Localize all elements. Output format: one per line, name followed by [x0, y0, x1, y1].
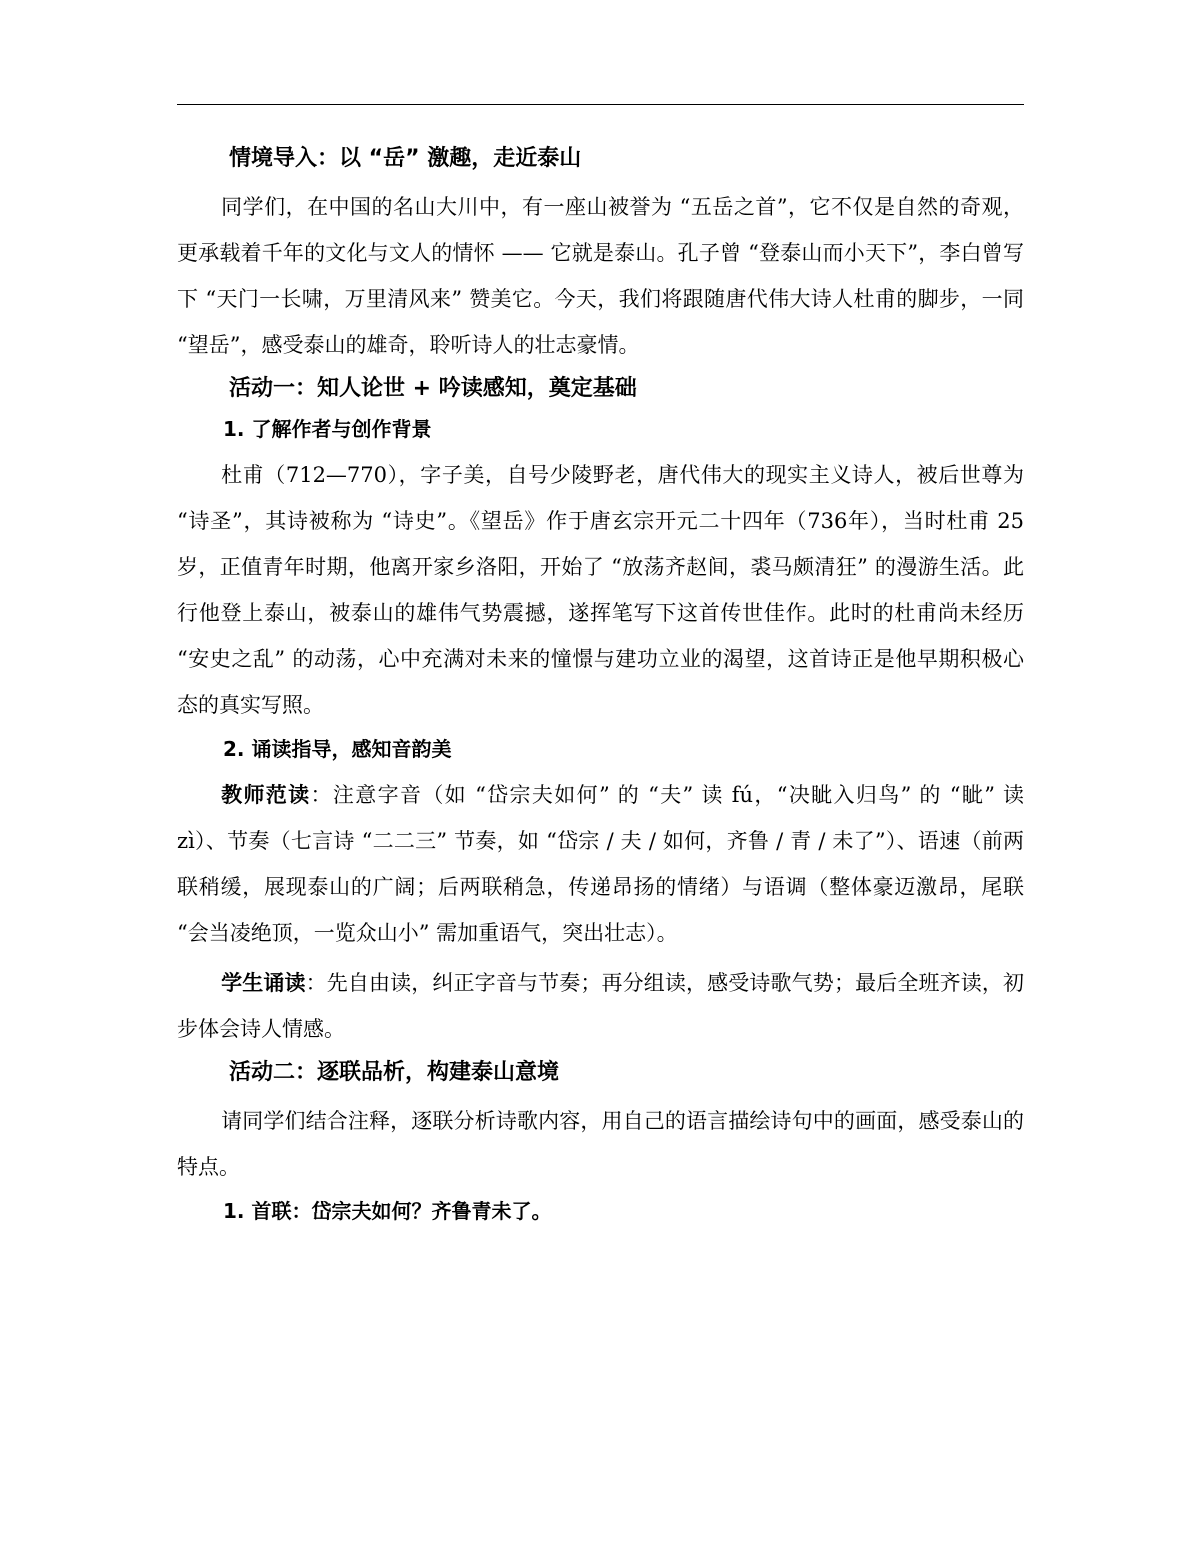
student-reading-text: ：先自由读，纠正字音与节奏；再分组读，感受诗歌气势；最后全班齐读，初步体会诗人情感。 [177, 971, 1024, 1041]
subheading-reading-guidance: 2. 诵读指导，感知音韵美 [223, 737, 452, 761]
section-heading-activity-2: 活动二：逐联品析，构建泰山意境 [229, 1060, 560, 1085]
student-reading-paragraph [177, 960, 1024, 1052]
header-rule [177, 104, 1024, 105]
teacher-reading-text: ：注意字音（如 “岱宗夫如何” 的 “夫” 读 fú，“决眦入归鸟” 的 “眦” 读 zì）、节奏（七言诗 “二二三” 节奏，如 “岱宗 / 夫 / 如何，齐鲁 / 青 / 未了”）、语速（前两联稍缓，展现泰山的广阔；后两联稍急，传递昂扬的情绪）与语调（整体豪迈激昂，尾联 “会当凌绝顶，一览众山小” 需加重语气，突出壮志）。 [177, 783, 1024, 945]
subheading-author-background: 1. 了解作者与创作背景 [223, 417, 432, 441]
section-heading-activity-1: 活动一：知人论世 + 吟读感知，奠定基础 [229, 376, 637, 401]
subheading-first-couplet: 1. 首联：岱宗夫如何？齐鲁青未了。 [223, 1199, 552, 1223]
document-body [177, 138, 1024, 1234]
section-heading-intro: 情境导入：以 “岳” 激趣，走近泰山 [229, 146, 582, 171]
teacher-reading-label: 教师范读 [221, 783, 311, 807]
intro-paragraph: 同学们，在中国的名山大川中，有一座山被誉为 “五岳之首”，它不仅是自然的奇观，更承载着千年的文化与文人的情怀 —— 它就是泰山。孔子曾 “登泰山而小天下”，李白曾写下 “天门一长啸，万里清风来” 赞美它。今天，我们将跟随唐代伟大诗人杜甫的脚步，一同 “望岳”，感受泰山的雄奇，聆听诗人的壮志豪情。 [177, 195, 1024, 357]
student-reading-label: 学生诵读 [221, 971, 306, 995]
author-background-paragraph: 杜甫（712—770），字子美，自号少陵野老，唐代伟大的现实主义诗人，被后世尊为 “诗圣”，其诗被称为 “诗史”。《望岳》作于唐玄宗开元二十四年（736年），当时杜甫 25 岁，正值青年时期，他离开家乡洛阳，开始了 “放荡齐赵间，裘马颇清狂” 的漫游生活。此行他登上泰山，被泰山的雄伟气势震撼，遂挥笔写下这首传世佳作。此时的杜甫尚未经历 “安史之乱” 的动荡，心中充满对未来的憧憬与建功立业的渴望，这首诗正是他早期积极心态的真实写照。 [177, 463, 1024, 717]
teacher-reading-paragraph [177, 772, 1024, 956]
activity-2-paragraph: 请同学们结合注释，逐联分析诗歌内容，用自己的语言描绘诗句中的画面，感受泰山的特点。 [177, 1109, 1024, 1179]
